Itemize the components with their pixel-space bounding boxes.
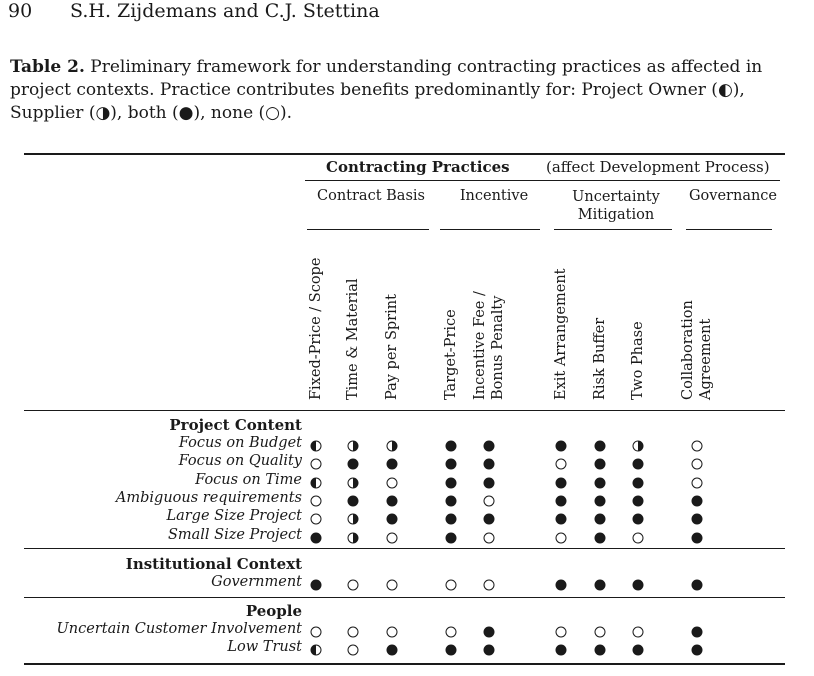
both-symbol (483, 437, 494, 448)
both-symbol (483, 455, 494, 466)
none-symbol (347, 641, 358, 652)
group-contract-basis: Contract Basis (317, 188, 425, 204)
none-symbol (310, 623, 321, 634)
both-symbol (691, 529, 702, 540)
column-header: Pay per Sprint (384, 294, 400, 400)
none-symbol (632, 529, 643, 540)
both-symbol (445, 510, 456, 521)
both-symbol (347, 492, 358, 503)
both-symbol (555, 641, 566, 652)
both-symbol (594, 437, 605, 448)
both-symbol (445, 641, 456, 652)
none-symbol (347, 576, 358, 587)
section-rule (24, 597, 785, 598)
group-rule-uncertainty (554, 229, 672, 230)
supplier-symbol (347, 437, 358, 448)
none-symbol (483, 576, 494, 587)
supplier-symbol (347, 510, 358, 521)
row-label: Large Size Project (166, 508, 302, 525)
column-header: Fixed-Price / Scope (308, 257, 324, 400)
column-header: Two Phase (630, 321, 646, 400)
group-rule-contract (307, 229, 429, 230)
none-symbol (310, 455, 321, 466)
none-symbol (445, 623, 456, 634)
both-symbol (555, 510, 566, 521)
both-symbol (632, 510, 643, 521)
both-symbol (691, 576, 702, 587)
column-header: Collaboration Agreement (680, 300, 714, 400)
both-symbol (594, 455, 605, 466)
none-symbol (483, 529, 494, 540)
none-symbol (691, 474, 702, 485)
column-header: Time & Material (345, 278, 361, 400)
none-symbol (632, 623, 643, 634)
row-label: Ambiguous requirements (115, 489, 302, 506)
row-label: Small Size Project (167, 526, 302, 543)
both-symbol (632, 576, 643, 587)
both-symbol (386, 510, 397, 521)
table-caption (10, 56, 800, 125)
both-symbol (632, 455, 643, 466)
owner-symbol (310, 474, 321, 485)
caption-text: Preliminary framework for understanding contracting practices as affected in project contexts. Practice contributes benefits predominantly for: Project Owner (◐), Supplier (◑), both (●), none (○). (10, 57, 763, 123)
row-label: Focus on Time (195, 471, 302, 488)
owner-symbol (310, 641, 321, 652)
section-title: Institutional Context (125, 555, 302, 573)
supplier-symbol (347, 529, 358, 540)
running-header-authors: S.H. Zijdemans and C.J. Stettina (70, 0, 380, 22)
both-symbol (445, 455, 456, 466)
both-symbol (632, 641, 643, 652)
none-symbol (386, 529, 397, 540)
group-governance: Governance (688, 188, 778, 204)
section-title: Project Content (169, 416, 302, 434)
both-symbol (632, 492, 643, 503)
both-symbol (555, 437, 566, 448)
both-symbol (555, 492, 566, 503)
section-rule (24, 548, 785, 549)
none-symbol (555, 529, 566, 540)
supplier-symbol (632, 437, 643, 448)
none-symbol (445, 576, 456, 587)
row-label: Low Trust (227, 639, 302, 656)
column-header: Incentive Fee / Bonus Penalty (472, 291, 506, 400)
top-rule (24, 153, 785, 155)
both-symbol (483, 474, 494, 485)
none-symbol (386, 576, 397, 587)
both-symbol (386, 641, 397, 652)
none-symbol (386, 623, 397, 634)
none-symbol (555, 455, 566, 466)
both-symbol (632, 474, 643, 485)
page-number: 90 (8, 0, 33, 22)
none-symbol (594, 623, 605, 634)
column-header: Exit Arrangement (553, 268, 569, 400)
both-symbol (691, 623, 702, 634)
both-symbol (691, 510, 702, 521)
both-symbol (310, 529, 321, 540)
none-symbol (386, 474, 397, 485)
section-title: People (245, 602, 302, 620)
header-body-rule (24, 410, 785, 411)
both-symbol (691, 641, 702, 652)
both-symbol (386, 492, 397, 503)
group-rule-governance (686, 229, 772, 230)
both-symbol (594, 474, 605, 485)
bottom-rule (24, 663, 785, 665)
super-header: Contracting Practices (326, 158, 510, 176)
both-symbol (691, 492, 702, 503)
both-symbol (445, 474, 456, 485)
supplier-symbol (347, 474, 358, 485)
both-symbol (594, 529, 605, 540)
group-incentive: Incentive (459, 188, 529, 204)
both-symbol (445, 492, 456, 503)
both-symbol (594, 641, 605, 652)
row-label: Government (211, 574, 302, 590)
both-symbol (555, 576, 566, 587)
both-symbol (483, 510, 494, 521)
owner-symbol (310, 437, 321, 448)
none-symbol (310, 510, 321, 521)
super-header-rule (305, 180, 780, 181)
both-symbol (445, 529, 456, 540)
both-symbol (555, 474, 566, 485)
both-symbol (445, 437, 456, 448)
both-symbol (347, 455, 358, 466)
both-symbol (310, 576, 321, 587)
both-symbol (483, 623, 494, 634)
group-uncertainty-mitigation: Uncertainty Mitigation (572, 189, 660, 223)
column-header: Target-Price (443, 309, 459, 400)
none-symbol (555, 623, 566, 634)
row-label: Uncertain Customer Involvement (56, 621, 302, 637)
both-symbol (483, 641, 494, 652)
super-header-sub: (affect Development Process) (546, 158, 770, 176)
caption-label: Table 2. (10, 57, 85, 77)
none-symbol (483, 492, 494, 503)
both-symbol (594, 492, 605, 503)
none-symbol (691, 437, 702, 448)
none-symbol (310, 492, 321, 503)
both-symbol (594, 576, 605, 587)
row-label: Focus on Budget (178, 435, 302, 451)
row-label: Focus on Quality (178, 453, 302, 470)
none-symbol (347, 623, 358, 634)
supplier-symbol (386, 437, 397, 448)
none-symbol (691, 455, 702, 466)
column-header: Risk Buffer (592, 317, 608, 400)
group-rule-incentive (440, 229, 540, 230)
both-symbol (594, 510, 605, 521)
both-symbol (386, 455, 397, 466)
